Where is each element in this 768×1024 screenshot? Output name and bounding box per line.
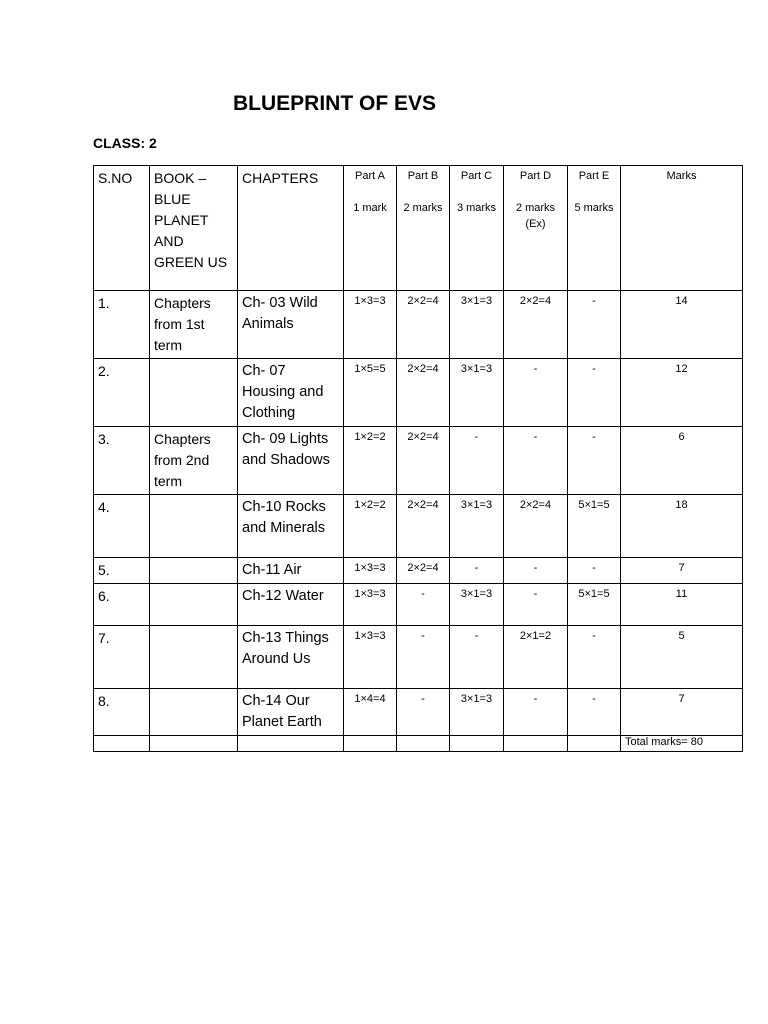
row-part-e: -: [568, 291, 621, 359]
row-book: [150, 495, 238, 558]
row-part-b: -: [397, 584, 450, 626]
row-part-d: -: [504, 427, 568, 495]
row-book: Chapters from 2nd term: [150, 427, 238, 495]
table-row: [94, 291, 743, 359]
row-part-c: -: [450, 626, 504, 689]
total-empty: [150, 736, 238, 752]
row-marks: 12: [621, 359, 743, 427]
row-marks: 5: [621, 626, 743, 689]
row-part-d: 2×2=4: [504, 291, 568, 359]
header-part-d: Part D 2 marks (Ex): [504, 166, 568, 291]
row-chapter: Ch- 09 Lights and Shadows: [238, 427, 344, 495]
row-marks: 11: [621, 584, 743, 626]
row-part-a: 1×5=5: [344, 359, 397, 427]
row-part-e: 5×1=5: [568, 495, 621, 558]
header-book: BOOK – BLUE PLANET AND GREEN US: [150, 166, 238, 291]
row-book: [150, 584, 238, 626]
row-part-c: -: [450, 558, 504, 584]
row-sno: 7.: [94, 626, 150, 689]
table-row: [94, 689, 743, 736]
row-part-c: 3×1=3: [450, 359, 504, 427]
row-part-b: 2×2=4: [397, 495, 450, 558]
row-part-a: 1×3=3: [344, 584, 397, 626]
row-sno: 1.: [94, 291, 150, 359]
header-part-b: Part B 2 marks: [397, 166, 450, 291]
table-row: [94, 359, 743, 427]
row-part-c: 3×1=3: [450, 689, 504, 736]
header-row: [94, 166, 743, 291]
total-empty: [397, 736, 450, 752]
row-part-a: 1×3=3: [344, 291, 397, 359]
total-empty: [568, 736, 621, 752]
row-part-a: 1×3=3: [344, 558, 397, 584]
row-book: Chapters from 1st term: [150, 291, 238, 359]
total-empty: [450, 736, 504, 752]
table-row: [94, 584, 743, 626]
row-chapter: Ch-12 Water: [238, 584, 344, 626]
class-label: CLASS: 2: [93, 135, 157, 151]
row-part-c: -: [450, 427, 504, 495]
row-marks: 14: [621, 291, 743, 359]
header-part-e: Part E 5 marks: [568, 166, 621, 291]
row-part-b: -: [397, 626, 450, 689]
total-row: [94, 736, 743, 752]
row-chapter: Ch-11 Air: [238, 558, 344, 584]
row-part-a: 1×4=4: [344, 689, 397, 736]
row-part-a: 1×2=2: [344, 495, 397, 558]
row-part-c: 3×1=3: [450, 584, 504, 626]
row-chapter: Ch- 07 Housing and Clothing: [238, 359, 344, 427]
row-part-b: 2×2=4: [397, 427, 450, 495]
header-chapters: CHAPTERS: [238, 166, 344, 291]
header-sno: S.NO: [94, 166, 150, 291]
row-part-d: -: [504, 584, 568, 626]
total-empty: [94, 736, 150, 752]
row-chapter: Ch-13 Things Around Us: [238, 626, 344, 689]
table-row: [94, 626, 743, 689]
row-part-d: -: [504, 689, 568, 736]
header-marks: Marks: [621, 166, 743, 291]
total-empty: [504, 736, 568, 752]
row-sno: 4.: [94, 495, 150, 558]
row-marks: 18: [621, 495, 743, 558]
row-part-d: -: [504, 359, 568, 427]
blueprint-table: [93, 165, 743, 752]
table-row: [94, 427, 743, 495]
row-part-d: 2×1=2: [504, 626, 568, 689]
row-part-c: 3×1=3: [450, 291, 504, 359]
row-part-b: 2×2=4: [397, 558, 450, 584]
row-part-a: 1×3=3: [344, 626, 397, 689]
row-sno: 8.: [94, 689, 150, 736]
row-part-d: 2×2=4: [504, 495, 568, 558]
page-title: BLUEPRINT OF EVS: [233, 92, 437, 115]
header-part-a: Part A 1 mark: [344, 166, 397, 291]
table-row: [94, 558, 743, 584]
row-sno: 2.: [94, 359, 150, 427]
row-marks: 7: [621, 558, 743, 584]
row-part-b: -: [397, 689, 450, 736]
table-row: [94, 495, 743, 558]
row-book: [150, 626, 238, 689]
row-part-d: -: [504, 558, 568, 584]
row-part-b: 2×2=4: [397, 359, 450, 427]
row-part-b: 2×2=4: [397, 291, 450, 359]
total-empty: [238, 736, 344, 752]
total-marks: Total marks= 80: [621, 736, 743, 752]
row-part-e: -: [568, 689, 621, 736]
row-part-e: -: [568, 626, 621, 689]
header-part-c: Part C 3 marks: [450, 166, 504, 291]
row-sno: 5.: [94, 558, 150, 584]
row-part-e: -: [568, 427, 621, 495]
row-sno: 6.: [94, 584, 150, 626]
row-part-c: 3×1=3: [450, 495, 504, 558]
row-marks: 7: [621, 689, 743, 736]
row-chapter: Ch-10 Rocks and Minerals: [238, 495, 344, 558]
row-marks: 6: [621, 427, 743, 495]
row-chapter: Ch-14 Our Planet Earth: [238, 689, 344, 736]
row-chapter: Ch- 03 Wild Animals: [238, 291, 344, 359]
row-part-a: 1×2=2: [344, 427, 397, 495]
row-part-e: 5×1=5: [568, 584, 621, 626]
row-book: [150, 689, 238, 736]
total-empty: [344, 736, 397, 752]
row-part-e: -: [568, 359, 621, 427]
row-sno: 3.: [94, 427, 150, 495]
row-book: [150, 359, 238, 427]
row-book: [150, 558, 238, 584]
row-part-e: -: [568, 558, 621, 584]
